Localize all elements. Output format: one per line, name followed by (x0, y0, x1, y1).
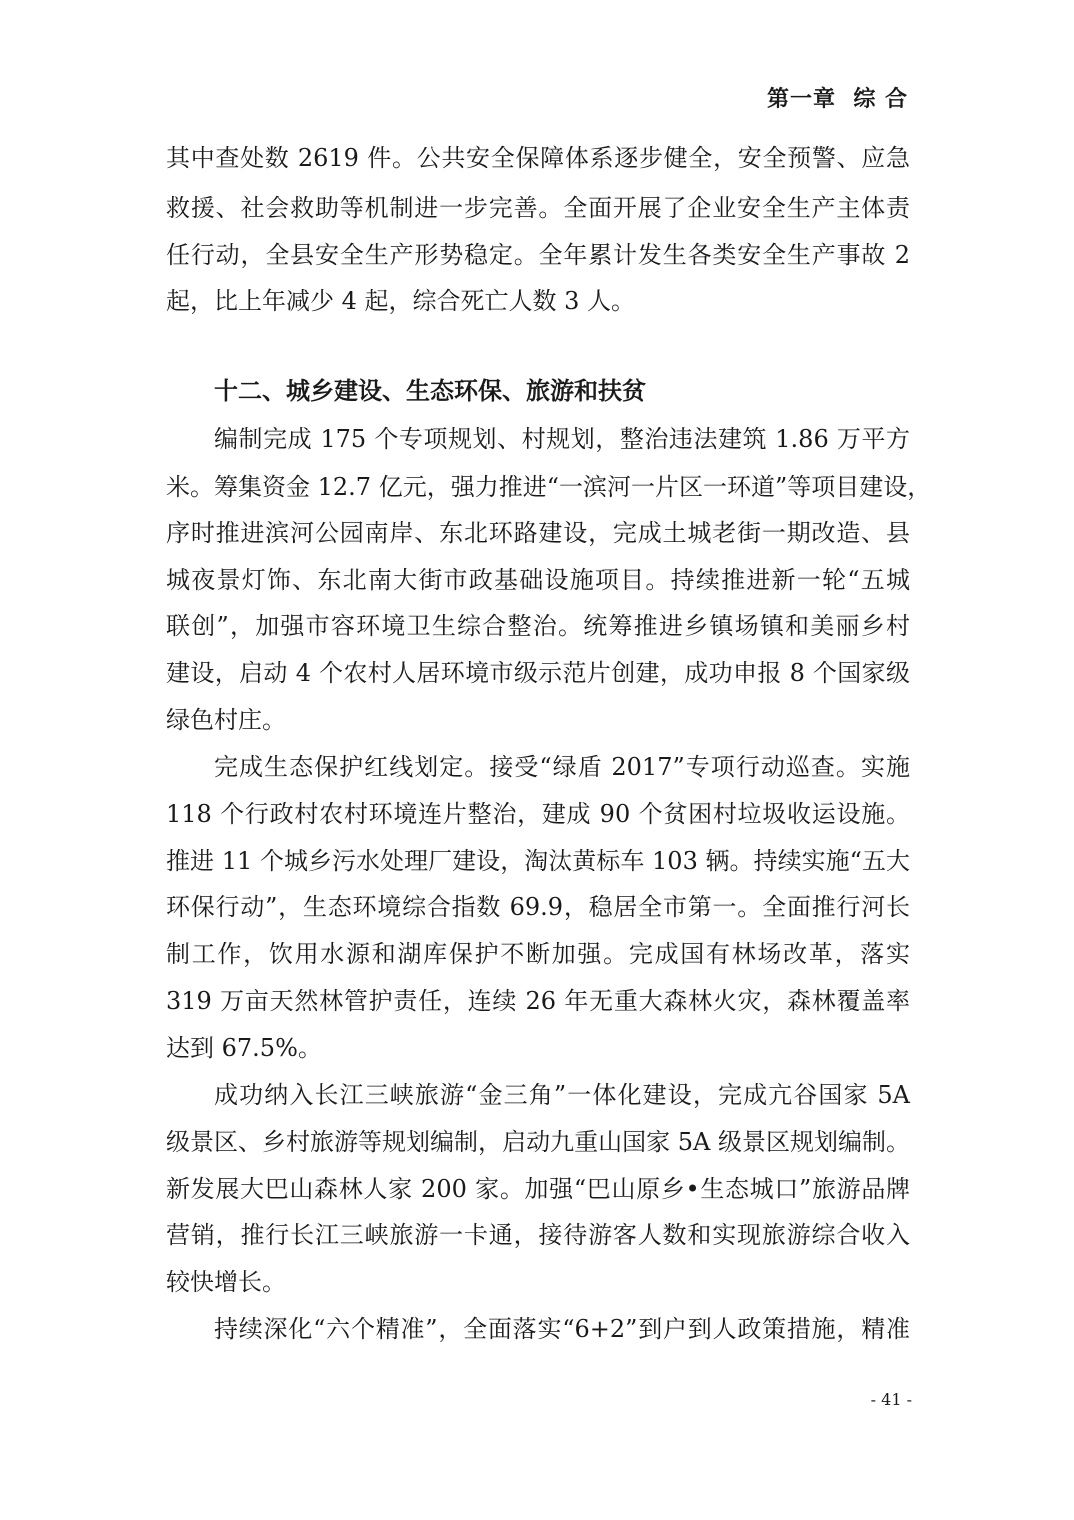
paragraph-line: 城夜景灯饰、东北南大街市政基础设施项目。持续推进新一轮“五城 (166, 566, 910, 594)
paragraph-line: 救援、社会救助等机制进一步完善。全面开展了企业安全生产主体责 (166, 194, 910, 222)
paragraph-line: 绿色村庄。 (166, 706, 286, 734)
section-heading: 十二、城乡建设、生态环保、旅游和扶贫 (214, 377, 646, 405)
paragraph-line: 较快增长。 (166, 1268, 286, 1296)
paragraph-line: 推进 11 个城乡污水处理厂建设，淘汰黄标车 103 辆。持续实施“五大 (166, 847, 910, 875)
page-number: - 41 - (870, 1390, 912, 1409)
paragraph-line: 建设，启动 4 个农村人居环境市级示范片创建，成功申报 8 个国家级 (166, 659, 910, 687)
paragraph-line: 完成生态保护红线划定。接受“绿盾 2017”专项行动巡查。实施 (214, 753, 910, 781)
paragraph-line: 联创”，加强市容环境卫生综合整治。统筹推进乡镇场镇和美丽乡村 (166, 612, 910, 640)
paragraph-line: 319 万亩天然林管护责任，连续 26 年无重大森林火灾，森林覆盖率 (166, 987, 910, 1015)
paragraph-line: 环保行动”，生态环境综合指数 69.9，稳居全市第一。全面推行河长 (166, 893, 910, 921)
paragraph-line: 达到 67.5%。 (166, 1034, 322, 1062)
paragraph-line: 其中查处数 2619 件。公共安全保障体系逐步健全，安全预警、应急 (166, 144, 910, 172)
paragraph-line: 起，比上年减少 4 起，综合死亡人数 3 人。 (166, 287, 636, 315)
paragraph-line: 米。筹集资金 12.7 亿元，强力推进“一滨河一片区一环道”等项目建设， (166, 473, 932, 501)
paragraph-line: 营销，推行长江三峡旅游一卡通，接待游客人数和实现旅游综合收入 (166, 1221, 910, 1249)
paragraph-line: 编制完成 175 个专项规划、村规划，整治违法建筑 1.86 万平方 (214, 425, 910, 453)
chapter-header: 第一章 综 合 (767, 87, 908, 112)
paragraph-line: 制工作，饮用水源和湖库保护不断加强。完成国有林场改革，落实 (166, 940, 910, 968)
paragraph-line: 成功纳入长江三峡旅游“金三角”一体化建设，完成亢谷国家 5A (214, 1081, 910, 1109)
paragraph-line: 序时推进滨河公园南岸、东北环路建设，完成土城老街一期改造、县 (166, 519, 910, 547)
paragraph-line: 任行动，全县安全生产形势稳定。全年累计发生各类安全生产事故 2 (166, 241, 910, 269)
paragraph-line: 级景区、乡村旅游等规划编制，启动九重山国家 5A 级景区规划编制。 (166, 1128, 910, 1156)
paragraph-line: 持续深化“六个精准”，全面落实“6+2”到户到人政策措施，精准 (214, 1315, 910, 1343)
paragraph-line: 118 个行政村农村环境连片整治，建成 90 个贫困村垃圾收运设施。 (166, 800, 910, 828)
paragraph-line: 新发展大巴山森林人家 200 家。加强“巴山原乡•生态城口”旅游品牌 (166, 1175, 910, 1203)
